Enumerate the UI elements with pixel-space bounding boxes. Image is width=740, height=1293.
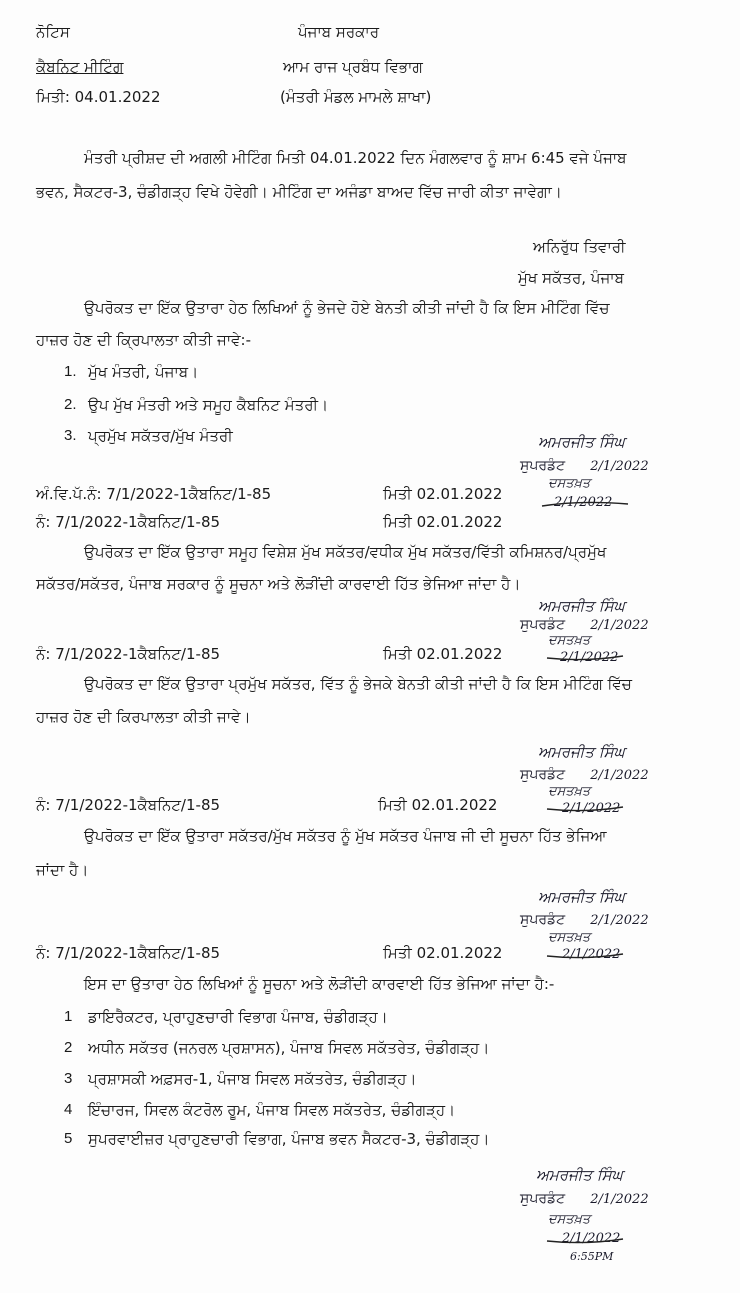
copy1-item-2: ਉਪ ਮੁੱਖ ਮੰਤਰੀ ਅਤੇ ਸਮੂਹ ਕੈਬਨਿਟ ਮੰਤਰੀ।: [88, 396, 329, 414]
handwritten-signature-3: [538, 743, 625, 761]
sig5-initials-date: 2/1/2022: [562, 1231, 621, 1246]
copy1-line-1: ਉਪਰੋਕਤ ਦਾ ਇੱਕ ਉਤਾਰਾ ਹੇਠ ਲਿਖਿਆਂ ਨੂੰ ਭੇਜਦੇ ਹੋਏ ਬੇਨਤੀ ਕੀਤੀ ਜਾਂਦੀ ਹੈ ਕਿ ਇਸ ਮੀਟਿੰਗ ਵਿੱਚ: [84, 299, 610, 317]
ref3-number: ਨੰ: 7/1/2022-1ਕੈਬਨਿਟ/1-85: [36, 645, 221, 663]
sig1-initials-date: 2/1/2022: [554, 495, 613, 510]
copy5-item-4-number: 4: [64, 1101, 73, 1118]
sig4-designation-block: [520, 909, 649, 928]
sig1-designation-block: [520, 455, 649, 474]
sig1-name: ਅਮਰਜੀਤ ਸਿੰਘ: [538, 433, 625, 451]
copy5-line-1: ਇਸ ਦਾ ਉਤਾਰਾ ਹੇਠ ਲਿਖਿਆਂ ਨੂੰ ਸੂਚਨਾ ਅਤੇ ਲੋੜੀਂਦੀ ਕਾਰਵਾਈ ਹਿੱਤ ਭੇਜਿਆ ਜਾਂਦਾ ਹੈ:-: [84, 975, 555, 993]
cabinet-meeting-label: ਕੈਬਨਿਟ ਮੀਟਿੰਗ: [36, 58, 124, 76]
sig3-designation-block: [520, 764, 649, 783]
sig2-designation-block: [520, 614, 649, 633]
copy5-item-4: ਇੰਚਾਰਜ, ਸਿਵਲ ਕੰਟਰੋਲ ਰੂਮ, ਪੰਜਾਬ ਸਿਵਲ ਸਕੱਤਰੇਤ, ਚੰਡੀਗੜ੍ਹ।: [88, 1101, 456, 1119]
ref1-date: ਮਿਤੀ 02.01.2022: [383, 485, 503, 503]
signature-underline-4: [545, 950, 625, 962]
copy5-item-2: ਅਧੀਨ ਸਕੱਤਰ (ਜਨਰਲ ਪ੍ਰਸ਼ਾਸਨ), ਪੰਜਾਬ ਸਿਵਲ ਸਕੱਤਰੇਤ, ਚੰਡੀਗੜ੍ਹ।: [88, 1039, 490, 1057]
sig1-initials: ਦਸਤਖ਼ਤ: [548, 476, 591, 491]
ref1-number: ਅੰ.ਵਿ.ਪੱ.ਨੰ: 7/1/2022-1ਕੈਬਨਿਟ/1-85: [36, 485, 272, 503]
sig4-designation: ਸੁਪਰਡੰਟ: [520, 912, 566, 928]
sig5-date: 2/1/2022: [590, 1192, 649, 1207]
signatory-designation: ਮੁੱਖ ਸਕੱਤਰ, ਪੰਜਾਬ: [518, 269, 624, 287]
copy5-item-1: ਡਾਇਰੈਕਟਰ, ਪ੍ਰਾਹੁਣਚਾਰੀ ਵਿਭਾਗ ਪੰਜਾਬ, ਚੰਡੀਗੜ੍ਹ।: [88, 1008, 388, 1026]
copy5-item-1-number: 1: [64, 1008, 73, 1025]
copy5-item-5-number: 5: [64, 1130, 73, 1147]
sig5-designation: ਸੁਪਰਡੰਟ: [520, 1191, 566, 1207]
copy1-line-2: ਹਾਜ਼ਰ ਹੋਣ ਦੀ ਕ੍ਰਿਪਾਲਤਾ ਕੀਤੀ ਜਾਵੇ:-: [36, 331, 251, 349]
sig3-initials: ਦਸਤਖ਼ਤ: [548, 784, 591, 799]
sig2-initials-date: 2/1/2022: [560, 650, 619, 665]
ref4-number: ਨੰ: 7/1/2022-1ਕੈਬਨਿਟ/1-85: [36, 796, 221, 814]
copy2-line-1: ਉਪਰੋਕਤ ਦਾ ਇੱਕ ਉਤਾਰਾ ਸਮੂਹ ਵਿਸ਼ੇਸ਼ ਮੁੱਖ ਸਕੱਤਰ/ਵਧੀਕ ਮੁੱਖ ਸਕੱਤਰ/ਵਿੱਤੀ ਕਮਿਸ਼ਨਰ/ਪ੍ਰਮੁੱਖ: [84, 543, 607, 561]
intro-line-1: ਮੰਤਰੀ ਪ੍ਰੀਸ਼ਦ ਦੀ ਅਗਲੀ ਮੀਟਿੰਗ ਮਿਤੀ 04.01.2022 ਦਿਨ ਮੰਗਲਵਾਰ ਨੂੰ ਸ਼ਾਮ 6:45 ਵਜੇ ਪੰਜਾਬ: [84, 149, 627, 167]
sig5-name: ਅਮਰਜੀਤ ਸਿੰਘ: [536, 1166, 623, 1184]
handwritten-signature-2: [538, 597, 625, 615]
department-name: ਆਮ ਰਾਜ ਪ੍ਰਬੰਧ ਵਿਭਾਗ: [283, 58, 423, 76]
handwritten-signature-1: [538, 433, 625, 451]
copy1-item-2-number: 2.: [64, 396, 77, 413]
handwritten-signature-5: [536, 1166, 623, 1184]
copy5-item-2-number: 2: [64, 1039, 73, 1056]
sig4-name: ਅਮਰਜੀਤ ਸਿੰਘ: [538, 888, 625, 906]
signature-underline-2: [545, 652, 625, 664]
copy5-item-5: ਸੁਪਰਵਾਈਜ਼ਰ ਪ੍ਰਾਹੁਣਚਾਰੀ ਵਿਭਾਗ, ਪੰਜਾਬ ਭਵਨ ਸੈਕਟਰ-3, ਚੰਡੀਗੜ੍ਹ।: [88, 1130, 490, 1148]
copy2-line-2: ਸਕੱਤਰ/ਸਕੱਤਰ, ਪੰਜਾਬ ਸਰਕਾਰ ਨੂੰ ਸੂਚਨਾ ਅਤੇ ਲੋੜੀਂਦੀ ਕਾਰਵਾਈ ਹਿੱਤ ਭੇਜਿਆ ਜਾਂਦਾ ਹੈ।: [36, 575, 521, 593]
ref5-date: ਮਿਤੀ 02.01.2022: [383, 944, 503, 962]
ref2-number: ਨੰ: 7/1/2022-1ਕੈਬਨਿਟ/1-85: [36, 513, 221, 531]
government-name: ਪੰਜਾਬ ਸਰਕਾਰ: [298, 23, 379, 41]
sig4-initials: ਦਸਤਖ਼ਤ: [548, 930, 591, 945]
handwritten-signature-4: [538, 888, 625, 906]
sig1-date: 2/1/2022: [590, 459, 649, 474]
notice-label: ਨੋਟਿਸ: [36, 23, 70, 41]
sig1-designation: ਸੁਪਰਡੰਟ: [520, 458, 566, 474]
sig2-designation: ਸੁਪਰਡੰਟ: [520, 617, 566, 633]
sig3-name: ਅਮਰਜੀਤ ਸਿੰਘ: [538, 743, 625, 761]
signature-underline-5: [545, 1235, 625, 1247]
copy3-line-1: ਉਪਰੋਕਤ ਦਾ ਇੱਕ ਉਤਾਰਾ ਪ੍ਰਮੁੱਖ ਸਕੱਤਰ, ਵਿੱਤ ਨੂੰ ਭੇਜਕੇ ਬੇਨਤੀ ਕੀਤੀ ਜਾਂਦੀ ਹੈ ਕਿ ਇਸ ਮੀਟਿੰਗ ਵਿੱਚ: [84, 675, 632, 693]
sig2-date: 2/1/2022: [590, 618, 649, 633]
copy1-item-1-number: 1.: [64, 363, 77, 380]
copy1-item-3-number: 3.: [64, 427, 77, 444]
branch-name: (ਮੰਤਰੀ ਮੰਡਲ ਮਾਮਲੇ ਸ਼ਾਖਾ): [280, 88, 432, 106]
sig4-initials-date: 2/1/2022: [562, 947, 621, 962]
sig4-date: 2/1/2022: [590, 913, 649, 928]
signatory-name: ਅਨਿਰੁੱਧ ਤਿਵਾਰੀ: [533, 238, 626, 256]
copy5-item-3: ਪ੍ਰਸ਼ਾਸਕੀ ਅਫ਼ਸਰ-1, ਪੰਜਾਬ ਸਿਵਲ ਸਕੱਤਰੇਤ, ਚੰਡੀਗੜ੍ਹ।: [88, 1070, 417, 1088]
copy1-item-1: ਮੁੱਖ ਮੰਤਰੀ, ਪੰਜਾਬ।: [88, 363, 199, 381]
notice-date: ਮਿਤੀ: 04.01.2022: [36, 88, 161, 106]
sig5-time: 6:55PM: [570, 1250, 614, 1263]
copy4-line-1: ਉਪਰੋਕਤ ਦਾ ਇੱਕ ਉਤਾਰਾ ਸਕੱਤਰ/ਮੁੱਖ ਸਕੱਤਰ ਨੂੰ ਮੁੱਖ ਸਕੱਤਰ ਪੰਜਾਬ ਜੀ ਦੀ ਸੂਚਨਾ ਹਿੱਤ ਭੇਜਿਆ: [84, 827, 607, 845]
ref3-date: ਮਿਤੀ 02.01.2022: [383, 645, 503, 663]
copy1-item-3: ਪ੍ਰਮੁੱਖ ਸਕੱਤਰ/ਮੁੱਖ ਮੰਤਰੀ: [88, 427, 233, 445]
sig2-initials: ਦਸਤਖ਼ਤ: [548, 633, 591, 648]
sig3-date: 2/1/2022: [590, 768, 649, 783]
sig3-designation: ਸੁਪਰਡੰਟ: [520, 767, 566, 783]
signature-underline-1: [540, 498, 630, 510]
copy3-line-2: ਹਾਜ਼ਰ ਹੋਣ ਦੀ ਕਿਰਪਾਲਤਾ ਕੀਤੀ ਜਾਵੇ।: [36, 708, 251, 726]
signature-underline-3: [545, 803, 625, 815]
sig5-initials: ਦਸਤਖ਼ਤ: [548, 1212, 591, 1227]
ref2-date: ਮਿਤੀ 02.01.2022: [383, 513, 503, 531]
copy5-item-3-number: 3: [64, 1070, 73, 1087]
ref4-date: ਮਿਤੀ 02.01.2022: [378, 796, 498, 814]
ref5-number: ਨੰ: 7/1/2022-1ਕੈਬਨਿਟ/1-85: [36, 944, 221, 962]
sig5-designation-block: [520, 1188, 649, 1207]
intro-line-2: ਭਵਨ, ਸੈਕਟਰ-3, ਚੰਡੀਗੜ੍ਹ ਵਿਖੇ ਹੋਵੇਗੀ। ਮੀਟਿੰਗ ਦਾ ਅਜੰਡਾ ਬਾਅਦ ਵਿੱਚ ਜਾਰੀ ਕੀਤਾ ਜਾਵੇਗਾ।: [36, 183, 562, 201]
sig3-initials-date: 2/1/2022: [562, 801, 621, 816]
copy4-line-2: ਜਾਂਦਾ ਹੈ।: [36, 861, 89, 879]
sig2-name: ਅਮਰਜੀਤ ਸਿੰਘ: [538, 597, 625, 615]
